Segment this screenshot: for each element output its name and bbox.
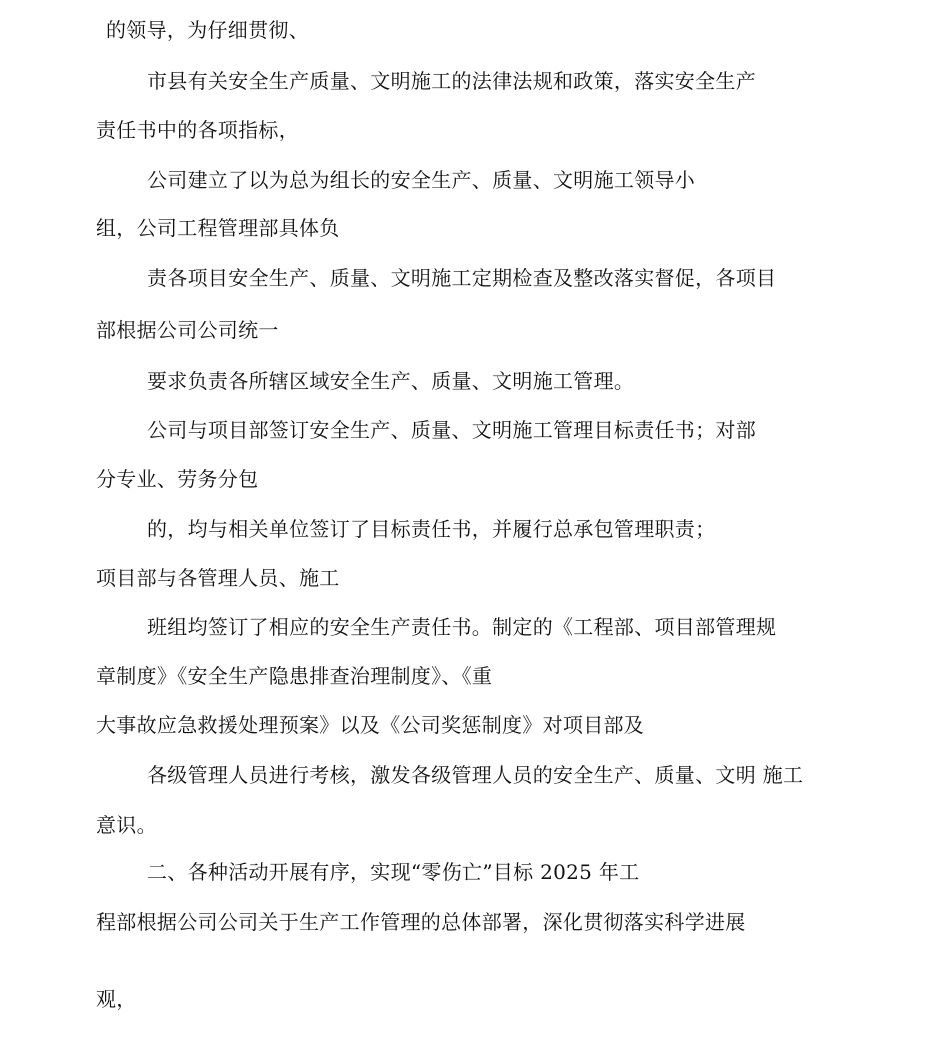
text-line: 的领导，为仔细贯彻、 [106,18,309,42]
text-line: 程部根据公司公司关于生产工作管理的总体部署，深化贯彻落实科学进展 [96,910,746,934]
text-line: 市县有关安全生产质量、文明施工的法律法规和政策，落实安全生产 [147,69,756,93]
text-line: 的，均与相关单位签订了目标责任书，并履行总承包管理职责； [147,517,716,541]
text-line: 各级管理人员进行考核，激发各级管理人员的安全生产、质量、文明 施工 [147,763,804,787]
text-line: 责任书中的各项指标， [96,118,299,142]
text-line: 意识。 [96,813,157,837]
text-line: 班组均签订了相应的安全生产责任书。制定的《工程部、项目部管理规 [147,615,777,639]
text-line: 组，公司工程管理部具体负 [96,216,340,240]
text-line: 公司建立了以为总为组长的安全生产、质量、文明施工领导小 [147,168,696,192]
text-line: 责各项目安全生产、质量、文明施工定期检查及整改落实督促，各项目 [147,266,777,290]
text-line: 要求负责各所辖区域安全生产、质量、文明施工管理。 [147,369,635,393]
text-line: 部根据公司公司统一 [96,318,279,342]
text-line: 章制度》《安全生产隐患排查治理制度》、《重 [96,664,493,688]
text-line: 观， [96,987,137,1011]
text-line: 公司与项目部签订安全生产、质量、文明施工管理目标责任书；对部 [147,418,756,442]
text-line: 大事故应急救援处理预案》以及《公司奖惩制度》对项目部及 [96,713,645,737]
text-line: 分专业、劳务分包 [96,467,259,491]
text-line: 项目部与各管理人员、施工 [96,566,340,590]
text-line: 二、各种活动开展有序，实现“零伤亡”目标 2025 年工 [147,860,640,884]
